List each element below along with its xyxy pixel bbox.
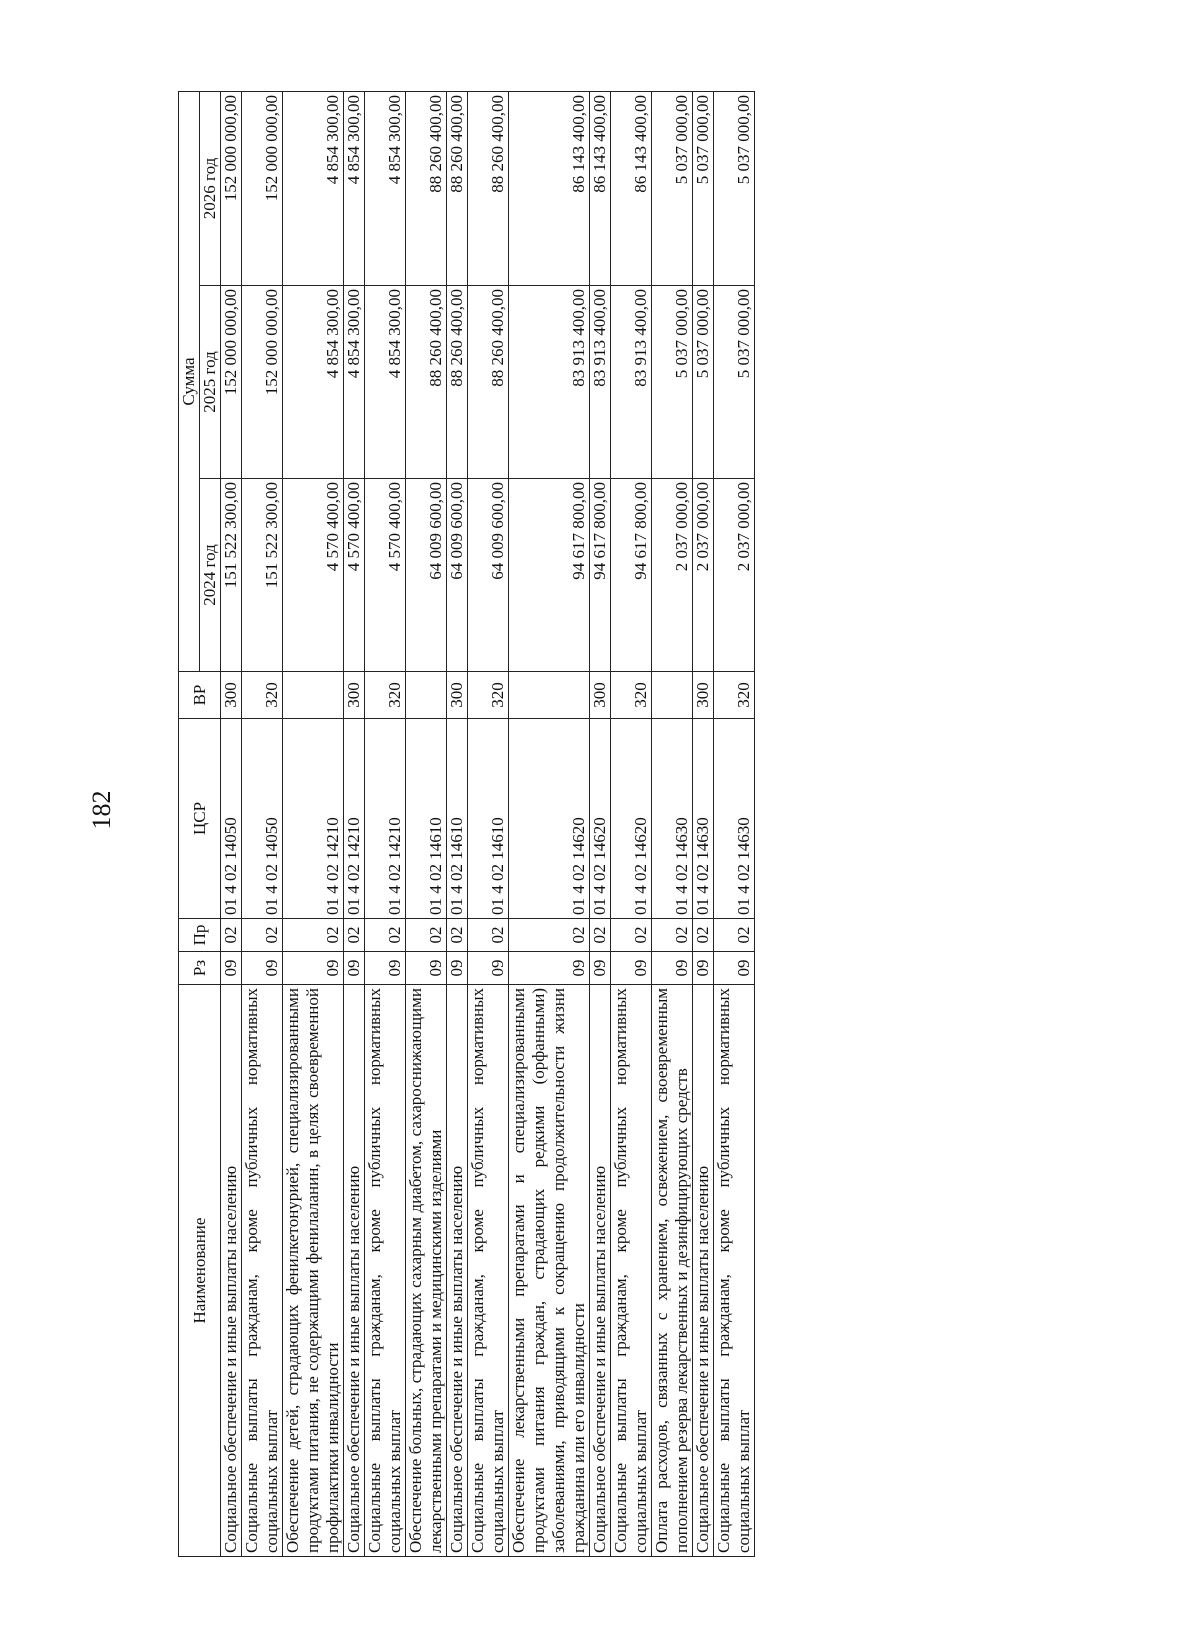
row-vr: 300 <box>693 672 714 719</box>
row-rz: 09 <box>652 952 693 985</box>
row-amount-2025: 152 000 000,00 <box>242 286 283 479</box>
row-rz: 09 <box>468 952 509 985</box>
row-vr: 300 <box>447 672 468 719</box>
row-amount-2024: 2 037 000,00 <box>652 479 693 672</box>
table-row <box>406 91 447 1556</box>
row-amount-2024: 151 522 300,00 <box>242 479 283 672</box>
row-vr <box>283 672 344 719</box>
row-amount-2025: 5 037 000,00 <box>652 286 693 479</box>
row-rz: 09 <box>611 952 652 985</box>
row-rz: 09 <box>693 952 714 985</box>
row-amount-2025: 4 854 300,00 <box>365 286 406 479</box>
row-csr: 01 4 02 14630 <box>714 719 755 919</box>
header-sum: Сумма <box>179 91 200 671</box>
row-amount-2025: 4 854 300,00 <box>344 286 365 479</box>
row-name: Социальное обеспечение и иные выплаты населению <box>221 985 242 1557</box>
table-row <box>693 91 714 1556</box>
row-amount-2024: 151 522 300,00 <box>221 479 242 672</box>
row-amount-2024: 94 617 800,00 <box>509 479 590 672</box>
row-amount-2026: 86 143 400,00 <box>509 91 590 285</box>
row-rz: 09 <box>365 952 406 985</box>
budget-table <box>178 91 755 1557</box>
row-amount-2026: 88 260 400,00 <box>468 91 509 285</box>
row-name: Социальные выплаты гражданам, кроме публичных нормативных социальных выплат <box>242 985 283 1557</box>
row-amount-2024: 4 570 400,00 <box>283 479 344 672</box>
row-amount-2026: 86 143 400,00 <box>590 91 611 285</box>
row-rz: 09 <box>242 952 283 985</box>
row-csr: 01 4 02 14610 <box>406 719 447 919</box>
row-amount-2024: 94 617 800,00 <box>590 479 611 672</box>
row-pr: 02 <box>714 919 755 952</box>
row-name: Обеспечение детей, страдающих фенилкетонурией, специализированными продуктами питания, не содержащими фенилаланин, в целях своевременной профилактики инвалидности <box>283 985 344 1557</box>
row-pr: 02 <box>468 919 509 952</box>
row-pr: 02 <box>365 919 406 952</box>
row-amount-2024: 64 009 600,00 <box>447 479 468 672</box>
row-amount-2025: 88 260 400,00 <box>468 286 509 479</box>
row-amount-2025: 83 913 400,00 <box>611 286 652 479</box>
row-amount-2024: 4 570 400,00 <box>365 479 406 672</box>
row-pr: 02 <box>406 919 447 952</box>
row-amount-2026: 152 000 000,00 <box>242 91 283 285</box>
row-name: Социальное обеспечение и иные выплаты населению <box>590 985 611 1557</box>
header-csr: ЦСР <box>179 719 221 919</box>
table-row <box>242 91 283 1556</box>
row-rz: 09 <box>344 952 365 985</box>
header-year-2024: 2024 год <box>200 479 221 672</box>
table-row <box>652 91 693 1556</box>
row-name: Оплата расходов, связанных с хранением, освежением, своевременным пополнением резерва лекарственных и дезинфицирующих средств <box>652 985 693 1557</box>
row-rz: 09 <box>714 952 755 985</box>
row-pr: 02 <box>509 919 590 952</box>
row-amount-2024: 2 037 000,00 <box>693 479 714 672</box>
row-vr: 300 <box>590 672 611 719</box>
table-row <box>283 91 344 1556</box>
row-amount-2024: 64 009 600,00 <box>406 479 447 672</box>
row-amount-2024: 94 617 800,00 <box>611 479 652 672</box>
row-csr: 01 4 02 14210 <box>283 719 344 919</box>
row-name: Обеспечение больных, страдающих сахарным диабетом, сахароснижающими лекарственными препаратами и медицинскими изделиями <box>406 985 447 1557</box>
row-amount-2026: 5 037 000,00 <box>714 91 755 285</box>
row-pr: 02 <box>693 919 714 952</box>
row-amount-2026: 4 854 300,00 <box>283 91 344 285</box>
header-year-2026: 2026 год <box>200 91 221 285</box>
row-amount-2026: 88 260 400,00 <box>447 91 468 285</box>
row-amount-2025: 83 913 400,00 <box>509 286 590 479</box>
row-amount-2024: 4 570 400,00 <box>344 479 365 672</box>
row-csr: 01 4 02 14620 <box>611 719 652 919</box>
row-amount-2025: 83 913 400,00 <box>590 286 611 479</box>
row-csr: 01 4 02 14620 <box>590 719 611 919</box>
table-row <box>714 91 755 1556</box>
row-name: Социальные выплаты гражданам, кроме публичных нормативных социальных выплат <box>365 985 406 1557</box>
row-rz: 09 <box>509 952 590 985</box>
row-name: Социальные выплаты гражданам, кроме публичных нормативных социальных выплат <box>468 985 509 1557</box>
row-name: Социальное обеспечение и иные выплаты населению <box>693 985 714 1557</box>
header-rz: Рз <box>179 952 221 985</box>
row-name: Социальное обеспечение и иные выплаты населению <box>447 985 468 1557</box>
row-amount-2025: 88 260 400,00 <box>406 286 447 479</box>
rotated-table-container <box>178 92 1018 1557</box>
row-amount-2026: 152 000 000,00 <box>221 91 242 285</box>
row-rz: 09 <box>221 952 242 985</box>
row-vr: 320 <box>365 672 406 719</box>
row-csr: 01 4 02 14610 <box>447 719 468 919</box>
header-vr: ВР <box>179 672 221 719</box>
row-pr: 02 <box>590 919 611 952</box>
table-row <box>611 91 652 1556</box>
row-pr: 02 <box>242 919 283 952</box>
row-amount-2025: 5 037 000,00 <box>693 286 714 479</box>
row-vr: 320 <box>242 672 283 719</box>
row-pr: 02 <box>611 919 652 952</box>
row-amount-2026: 5 037 000,00 <box>693 91 714 285</box>
table-row <box>344 91 365 1556</box>
row-pr: 02 <box>344 919 365 952</box>
row-amount-2025: 152 000 000,00 <box>221 286 242 479</box>
row-vr: 300 <box>344 672 365 719</box>
row-name: Социальные выплаты гражданам, кроме публичных нормативных социальных выплат <box>714 985 755 1557</box>
row-csr: 01 4 02 14050 <box>242 719 283 919</box>
row-amount-2025: 4 854 300,00 <box>283 286 344 479</box>
row-vr <box>406 672 447 719</box>
row-csr: 01 4 02 14630 <box>652 719 693 919</box>
row-vr <box>652 672 693 719</box>
row-amount-2025: 88 260 400,00 <box>447 286 468 479</box>
row-vr: 320 <box>611 672 652 719</box>
row-vr <box>509 672 590 719</box>
row-csr: 01 4 02 14620 <box>509 719 590 919</box>
row-amount-2026: 4 854 300,00 <box>344 91 365 285</box>
row-amount-2026: 4 854 300,00 <box>365 91 406 285</box>
row-csr: 01 4 02 14210 <box>365 719 406 919</box>
row-amount-2025: 5 037 000,00 <box>714 286 755 479</box>
row-amount-2026: 5 037 000,00 <box>652 91 693 285</box>
row-vr: 320 <box>468 672 509 719</box>
table-row <box>590 91 611 1556</box>
header-year-2025: 2025 год <box>200 286 221 479</box>
row-amount-2026: 86 143 400,00 <box>611 91 652 285</box>
row-vr: 320 <box>714 672 755 719</box>
row-pr: 02 <box>283 919 344 952</box>
page-number: 182 <box>87 790 116 830</box>
row-name: Обеспечение лекарственными препаратами и специализированными продуктами питания граждан, страдающих редкими (орфанными) заболеваниями, приводящими к сокращению продолжительности жизни гражданина или его инвалидности <box>509 985 590 1557</box>
table-row <box>447 91 468 1556</box>
row-vr: 300 <box>221 672 242 719</box>
row-amount-2024: 64 009 600,00 <box>468 479 509 672</box>
row-name: Социальные выплаты гражданам, кроме публичных нормативных социальных выплат <box>611 985 652 1557</box>
table-row <box>365 91 406 1556</box>
row-pr: 02 <box>652 919 693 952</box>
row-rz: 09 <box>406 952 447 985</box>
header-name: Наименование <box>179 985 221 1557</box>
row-amount-2026: 88 260 400,00 <box>406 91 447 285</box>
row-name: Социальное обеспечение и иные выплаты населению <box>344 985 365 1557</box>
row-csr: 01 4 02 14050 <box>221 719 242 919</box>
row-amount-2024: 2 037 000,00 <box>714 479 755 672</box>
header-row-top <box>179 91 200 1556</box>
row-csr: 01 4 02 14610 <box>468 719 509 919</box>
row-csr: 01 4 02 14210 <box>344 719 365 919</box>
table-row <box>468 91 509 1556</box>
header-pr: Пр <box>179 919 221 952</box>
row-rz: 09 <box>590 952 611 985</box>
row-rz: 09 <box>283 952 344 985</box>
row-pr: 02 <box>221 919 242 952</box>
table-row <box>221 91 242 1556</box>
row-csr: 01 4 02 14630 <box>693 719 714 919</box>
row-pr: 02 <box>447 919 468 952</box>
table-row <box>509 91 590 1556</box>
row-rz: 09 <box>447 952 468 985</box>
